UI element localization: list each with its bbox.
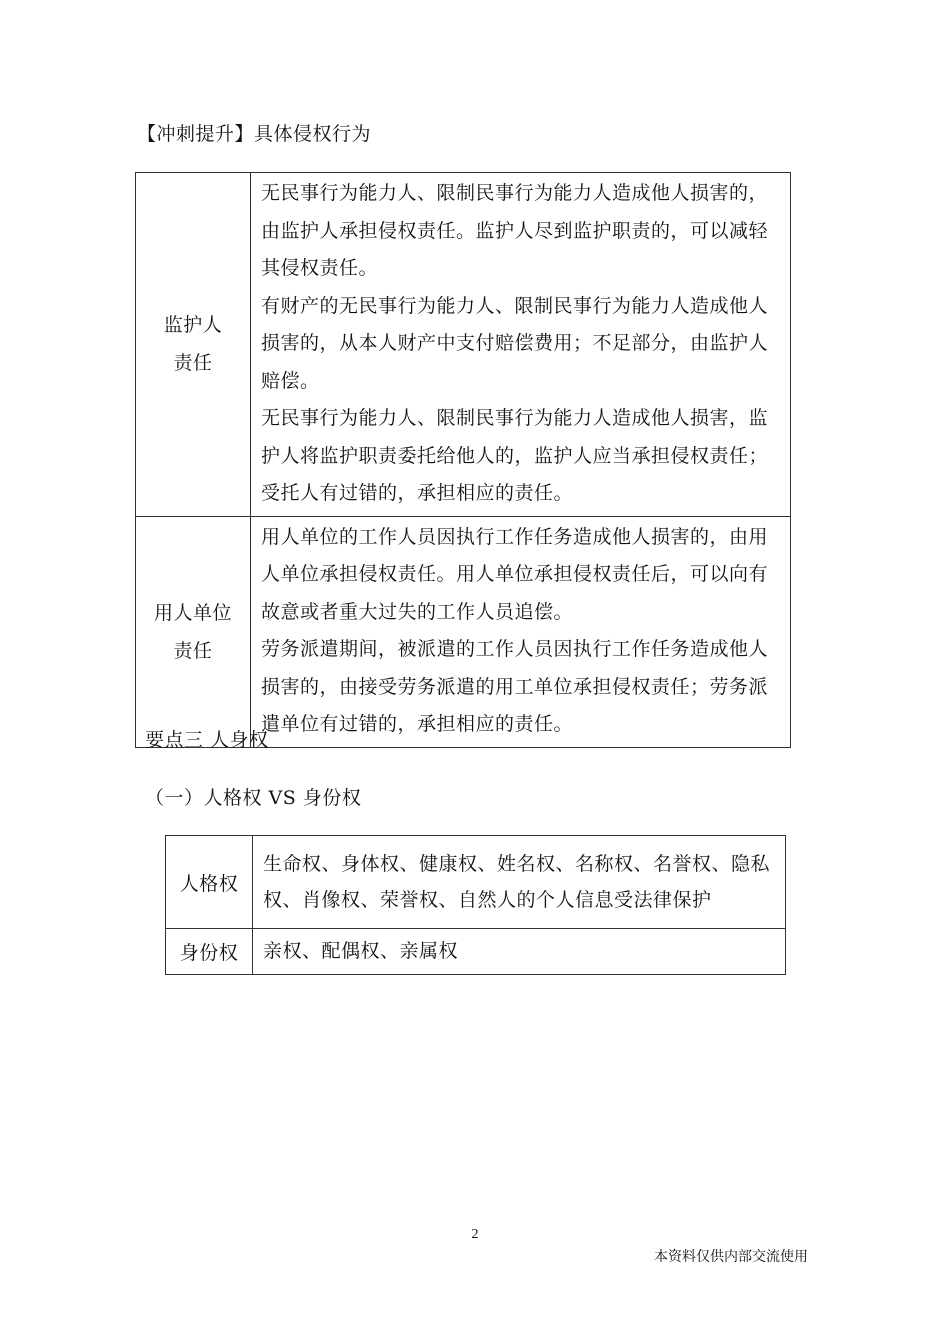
row-label — [136, 516, 251, 747]
table-row — [136, 516, 791, 747]
table-row — [166, 929, 786, 975]
row-label-line: 责任 — [173, 352, 213, 375]
row-label: 身份权 — [166, 929, 253, 975]
row-label-line: 责任 — [173, 639, 213, 662]
table-row — [136, 173, 791, 517]
page-number: 2 — [471, 1227, 479, 1242]
row-content — [251, 516, 791, 747]
footer-note: 本资料仅供内部交流使用 — [654, 1249, 808, 1265]
row-content: 生命权、身体权、健康权、姓名权、名称权、名誉权、隐私权、肖像权、荣誉权、自然人的个人信息受法律保护 — [253, 836, 786, 929]
point-title: 要点三 人身权 — [145, 729, 269, 751]
paragraph: 有财产的无民事行为能力人、限制民事行为能力人造成他人损害的，从本人财产中支付赔偿费用；不足部分，由监护人赔偿。 — [261, 294, 769, 392]
row-label: 人格权 — [166, 836, 253, 929]
row-content: 亲权、配偶权、亲属权 — [253, 929, 786, 975]
paragraph: 用人单位的工作人员因执行工作任务造成他人损害的，由用人单位承担侵权责任。用人单位承担侵权责任后，可以向有故意或者重大过失的工作人员追偿。 — [261, 525, 769, 623]
section-title: 【冲刺提升】具体侵权行为 — [137, 123, 372, 145]
row-label-line: 监护人 — [163, 314, 223, 337]
paragraph: 无民事行为能力人、限制民事行为能力人造成他人损害，监护人将监护职责委托给他人的，监护人应当承担侵权责任；受托人有过错的，承担相应的责任。 — [261, 407, 769, 504]
paragraph: 劳务派遣期间，被派遣的工作人员因执行工作任务造成他人损害的，由接受劳务派遣的用工单位承担侵权责任；劳务派遣单位有过错的，承担相应的责任。 — [261, 638, 769, 735]
row-label — [136, 173, 251, 517]
row-content — [251, 173, 791, 517]
tort-liability-table — [135, 172, 791, 748]
paragraph: 无民事行为能力人、限制民事行为能力人造成他人损害的，由监护人承担侵权责任。监护人尽到监护职责的，可以减轻其侵权责任。 — [261, 182, 769, 279]
row-label-line: 用人单位 — [153, 601, 232, 624]
personal-rights-table — [165, 835, 786, 975]
table-row — [166, 836, 786, 929]
sub-title: （一）人格权 VS 身份权 — [145, 787, 362, 809]
